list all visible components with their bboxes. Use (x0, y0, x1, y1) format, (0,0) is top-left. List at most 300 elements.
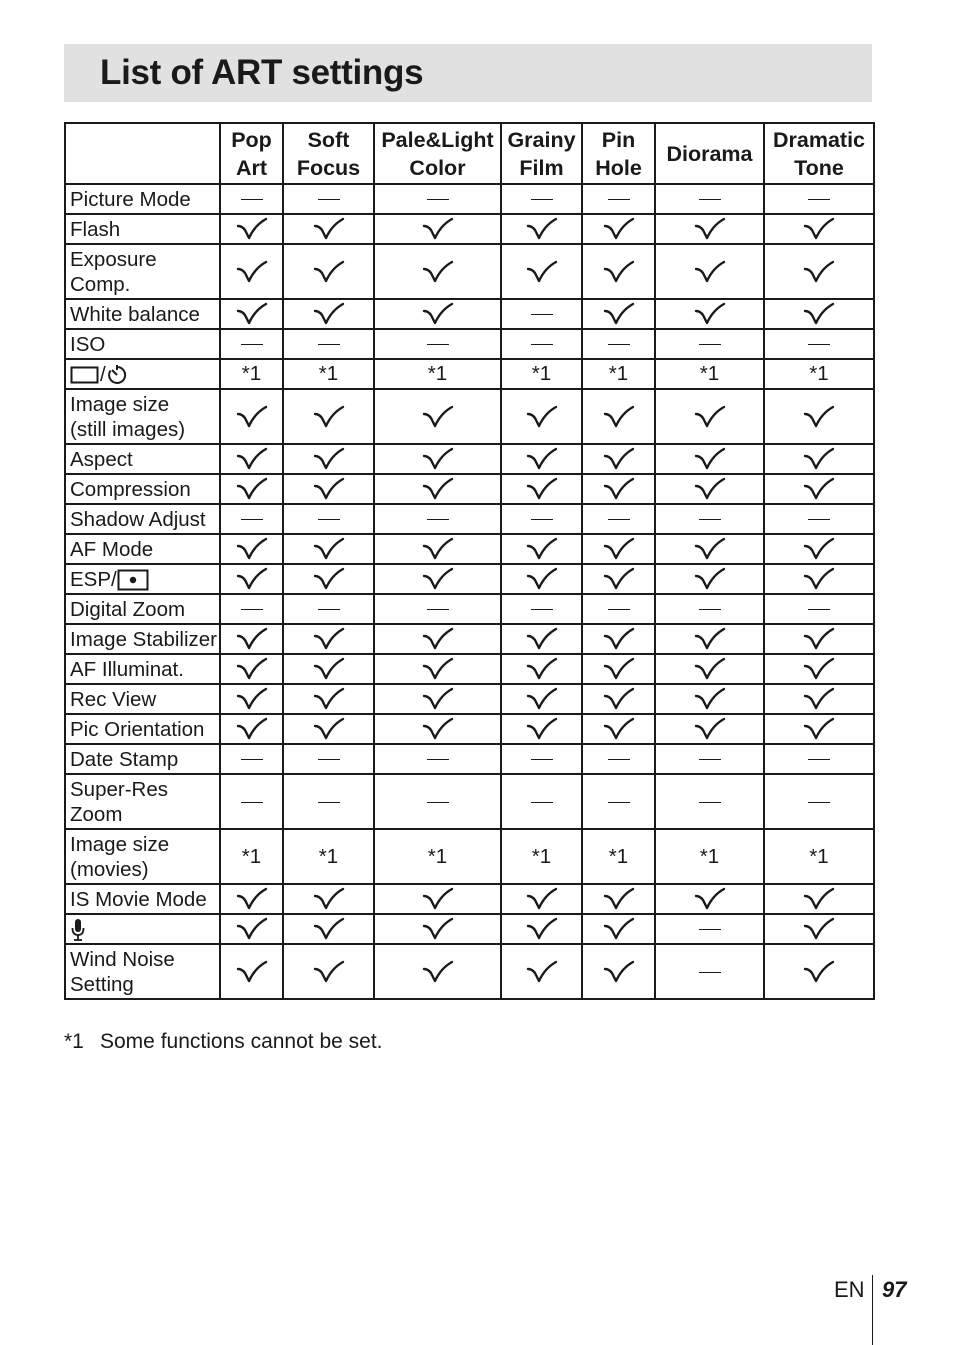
value-cell (501, 504, 582, 534)
row-label-text: IS Movie Mode (70, 887, 207, 911)
value-cell (764, 244, 874, 299)
not-available-dash (318, 519, 340, 520)
table-row (65, 444, 874, 474)
row-label-text: Flash (70, 217, 121, 241)
checkmark-icon (803, 627, 835, 651)
value-cell (655, 534, 764, 564)
not-available-dash (531, 314, 553, 315)
value-cell (501, 624, 582, 654)
value-cell (655, 684, 764, 714)
value-cell (764, 299, 874, 329)
value-cell (220, 474, 283, 504)
value-cell (220, 184, 283, 214)
microphone-icon (70, 918, 86, 942)
value-cell (220, 914, 283, 944)
column-header (283, 123, 374, 184)
checkmark-icon (694, 657, 726, 681)
table-row (65, 184, 874, 214)
value-cell (582, 624, 655, 654)
not-available-dash (531, 519, 553, 520)
row-label (65, 594, 220, 624)
not-available-dash (318, 759, 340, 760)
value-cell (655, 184, 764, 214)
not-available-dash (531, 802, 553, 803)
checkmark-icon (603, 447, 635, 471)
row-label-text: (movies) (70, 857, 149, 881)
checkmark-icon (694, 260, 726, 284)
value-cell (582, 914, 655, 944)
value-cell (283, 564, 374, 594)
checkmark-icon (526, 960, 558, 984)
checkmark-icon (694, 302, 726, 326)
value-cell (374, 944, 501, 999)
title-bar (64, 44, 872, 102)
table-row (65, 564, 874, 594)
not-available-dash (608, 759, 630, 760)
value-cell (283, 829, 374, 884)
checkmark-icon (313, 447, 345, 471)
table-body (65, 184, 874, 999)
value-cell (655, 714, 764, 744)
table-row (65, 774, 874, 829)
row-label-text: (still images) (70, 417, 186, 441)
column-header-line: Grainy (507, 127, 576, 152)
checkmark-icon (422, 447, 454, 471)
not-available-dash (427, 199, 449, 200)
not-available-dash (699, 519, 721, 520)
value-cell (501, 944, 582, 999)
not-available-dash (318, 199, 340, 200)
not-available-dash (699, 929, 721, 930)
value-cell (283, 184, 374, 214)
spot-metering-icon (117, 569, 149, 591)
value-cell (582, 359, 655, 389)
checkmark-icon (803, 217, 835, 241)
value-cell (501, 684, 582, 714)
not-available-dash (699, 802, 721, 803)
value-cell (655, 944, 764, 999)
table-row (65, 684, 874, 714)
checkmark-icon (694, 717, 726, 741)
value-cell (374, 184, 501, 214)
checkmark-icon (313, 627, 345, 651)
value-cell (283, 214, 374, 244)
value-cell (283, 684, 374, 714)
table-header-row (65, 123, 874, 184)
not-available-dash (699, 972, 721, 973)
checkmark-icon (603, 405, 635, 429)
row-label-text: Compression (70, 477, 191, 501)
value-cell (764, 184, 874, 214)
row-label (65, 829, 220, 884)
footnote-ref: *1 (699, 362, 720, 385)
checkmark-icon (236, 960, 268, 984)
value-cell (501, 474, 582, 504)
checkmark-icon (422, 567, 454, 591)
checkmark-icon (422, 887, 454, 911)
value-cell (582, 444, 655, 474)
row-label (65, 389, 220, 444)
value-cell (501, 564, 582, 594)
not-available-dash (531, 609, 553, 610)
row-label-text: Digital Zoom (70, 597, 186, 621)
footer-language: EN (834, 1277, 865, 1302)
not-available-dash (808, 199, 830, 200)
row-label-text: White balance (70, 302, 200, 326)
value-cell (764, 829, 874, 884)
not-available-dash (608, 344, 630, 345)
not-available-dash (531, 344, 553, 345)
value-cell (655, 359, 764, 389)
value-cell (655, 244, 764, 299)
column-header-line: Hole (595, 155, 642, 180)
not-available-dash (318, 609, 340, 610)
row-label-text: Comp. (70, 272, 131, 296)
not-available-dash (608, 802, 630, 803)
footnote-ref: *1 (809, 362, 829, 385)
value-cell (764, 884, 874, 914)
value-cell (283, 884, 374, 914)
checkmark-icon (603, 657, 635, 681)
value-cell (764, 914, 874, 944)
checkmark-icon (313, 887, 345, 911)
value-cell (655, 774, 764, 829)
checkmark-icon (603, 260, 635, 284)
checkmark-icon (694, 627, 726, 651)
not-available-dash (608, 519, 630, 520)
row-label (65, 534, 220, 564)
checkmark-icon (694, 217, 726, 241)
checkmark-icon (603, 717, 635, 741)
checkmark-icon (803, 687, 835, 711)
checkmark-icon (803, 405, 835, 429)
checkmark-icon (526, 657, 558, 681)
value-cell (655, 444, 764, 474)
value-cell (655, 389, 764, 444)
footnote-ref: *1 (427, 844, 448, 868)
art-settings-table (64, 122, 875, 1000)
checkmark-icon (313, 405, 345, 429)
value-cell (220, 594, 283, 624)
value-cell (501, 389, 582, 444)
checkmark-icon (313, 537, 345, 561)
table-row (65, 594, 874, 624)
row-label-text: Rec View (70, 687, 157, 711)
table-row (65, 944, 874, 999)
value-cell (582, 684, 655, 714)
value-cell (220, 714, 283, 744)
footnote-ref: *1 (809, 844, 829, 868)
value-cell (283, 299, 374, 329)
footnote-ref: *1 (241, 844, 262, 868)
value-cell (374, 299, 501, 329)
not-available-dash (808, 344, 830, 345)
row-label (65, 774, 220, 829)
value-cell (582, 329, 655, 359)
column-header-line: Diorama (666, 141, 753, 166)
value-cell (374, 594, 501, 624)
value-cell (283, 944, 374, 999)
value-cell (655, 624, 764, 654)
not-available-dash (318, 344, 340, 345)
value-cell (283, 774, 374, 829)
value-cell (764, 504, 874, 534)
checkmark-icon (236, 917, 268, 941)
value-cell (374, 884, 501, 914)
value-cell (655, 474, 764, 504)
page-title: List of ART settings (100, 53, 424, 92)
value-cell (374, 714, 501, 744)
checkmark-icon (526, 627, 558, 651)
row-label-text: ESP/ (70, 567, 117, 591)
footnote-ref: *1 (531, 844, 552, 868)
value-cell (582, 184, 655, 214)
row-label (65, 444, 220, 474)
row-label (65, 684, 220, 714)
not-available-dash (808, 609, 830, 610)
row-label-text: Super-Res (70, 777, 168, 801)
table-row (65, 829, 874, 884)
checkmark-icon (313, 477, 345, 501)
row-label (65, 474, 220, 504)
value-cell (220, 244, 283, 299)
checkmark-icon (526, 687, 558, 711)
value-cell (501, 444, 582, 474)
value-cell (655, 214, 764, 244)
value-cell (283, 654, 374, 684)
value-cell (374, 684, 501, 714)
checkmark-icon (526, 567, 558, 591)
page-number: 97 (882, 1277, 907, 1302)
row-label-text: Zoom (70, 802, 123, 826)
row-label-text: AF Mode (70, 537, 154, 561)
value-cell (582, 774, 655, 829)
value-cell (764, 714, 874, 744)
value-cell (655, 914, 764, 944)
value-cell (501, 884, 582, 914)
value-cell (283, 914, 374, 944)
checkmark-icon (694, 447, 726, 471)
value-cell (655, 594, 764, 624)
value-cell (501, 299, 582, 329)
column-header (582, 123, 655, 184)
column-header-line: Pin (601, 127, 636, 152)
not-available-dash (608, 609, 630, 610)
value-cell (655, 299, 764, 329)
footnote-mark: *1 (64, 1030, 84, 1053)
checkmark-icon (236, 405, 268, 429)
value-cell (764, 389, 874, 444)
value-cell (582, 944, 655, 999)
value-cell (374, 444, 501, 474)
checkmark-icon (694, 405, 726, 429)
single-frame-icon (70, 365, 100, 385)
value-cell (283, 474, 374, 504)
value-cell (764, 654, 874, 684)
not-available-dash (318, 802, 340, 803)
value-cell (220, 299, 283, 329)
checkmark-icon (803, 960, 835, 984)
value-cell (501, 714, 582, 744)
column-header (764, 123, 874, 184)
checkmark-icon (603, 217, 635, 241)
footnote-text: Some functions cannot be set. (100, 1030, 383, 1053)
value-cell (764, 474, 874, 504)
table-row (65, 359, 874, 389)
value-cell (764, 744, 874, 774)
not-available-dash (427, 344, 449, 345)
checkmark-icon (803, 917, 835, 941)
value-cell (582, 714, 655, 744)
value-cell (374, 914, 501, 944)
value-cell (220, 534, 283, 564)
table-row (65, 914, 874, 944)
value-cell (283, 444, 374, 474)
column-header (501, 123, 582, 184)
checkmark-icon (313, 567, 345, 591)
value-cell (764, 944, 874, 999)
checkmark-icon (803, 657, 835, 681)
value-cell (764, 359, 874, 389)
checkmark-icon (422, 657, 454, 681)
checkmark-icon (803, 477, 835, 501)
row-label (65, 504, 220, 534)
checkmark-icon (603, 917, 635, 941)
checkmark-icon (694, 567, 726, 591)
value-cell (220, 389, 283, 444)
column-header-line: Dramatic (772, 127, 865, 152)
table-row (65, 504, 874, 534)
table-row (65, 389, 874, 444)
not-available-dash (241, 759, 263, 760)
table-row (65, 624, 874, 654)
column-header-line: Color (409, 155, 466, 180)
value-cell (220, 774, 283, 829)
checkmark-icon (236, 687, 268, 711)
value-cell (283, 244, 374, 299)
checkmark-icon (526, 917, 558, 941)
row-label-text: Shadow Adjust (70, 507, 206, 531)
checkmark-icon (694, 687, 726, 711)
row-label-text: Pic Orientation (70, 717, 205, 741)
checkmark-icon (803, 302, 835, 326)
checkmark-icon (313, 260, 345, 284)
checkmark-icon (236, 717, 268, 741)
value-cell (374, 564, 501, 594)
checkmark-icon (422, 405, 454, 429)
table-row (65, 744, 874, 774)
not-available-dash (531, 199, 553, 200)
checkmark-icon (236, 260, 268, 284)
footnote-ref: *1 (699, 844, 720, 868)
value-cell (220, 624, 283, 654)
value-cell (374, 774, 501, 829)
not-available-dash (427, 802, 449, 803)
value-cell (374, 504, 501, 534)
value-cell (220, 359, 283, 389)
checkmark-icon (694, 887, 726, 911)
value-cell (764, 214, 874, 244)
value-cell (374, 329, 501, 359)
value-cell (374, 829, 501, 884)
row-label (65, 914, 220, 944)
row-label (65, 944, 220, 999)
value-cell (582, 474, 655, 504)
value-cell (582, 654, 655, 684)
row-label (65, 654, 220, 684)
table-row (65, 534, 874, 564)
value-cell (374, 244, 501, 299)
row-label-text: Exposure (70, 247, 157, 271)
checkmark-icon (603, 687, 635, 711)
footnote-ref: *1 (608, 362, 629, 385)
not-available-dash (699, 609, 721, 610)
column-header-line: Focus (296, 155, 361, 180)
row-label-text: Image Stabilizer (70, 627, 217, 651)
checkmark-icon (236, 887, 268, 911)
value-cell (501, 914, 582, 944)
checkmark-icon (236, 217, 268, 241)
corner-cell (65, 123, 220, 184)
value-cell (283, 594, 374, 624)
value-cell (374, 474, 501, 504)
value-cell (220, 329, 283, 359)
value-cell (374, 744, 501, 774)
value-cell (220, 444, 283, 474)
value-cell (582, 504, 655, 534)
checkmark-icon (236, 627, 268, 651)
row-label-text: AF Illuminat. (70, 657, 184, 681)
row-label (65, 244, 220, 299)
checkmark-icon (236, 657, 268, 681)
value-cell (501, 359, 582, 389)
checkmark-icon (603, 567, 635, 591)
row-label-text: Image size (70, 832, 170, 856)
value-cell (764, 624, 874, 654)
checkmark-icon (236, 302, 268, 326)
footer-divider (872, 1275, 873, 1345)
row-label (65, 714, 220, 744)
not-available-dash (699, 199, 721, 200)
value-cell (501, 774, 582, 829)
checkmark-icon (236, 447, 268, 471)
checkmark-icon (694, 537, 726, 561)
checkmark-icon (526, 260, 558, 284)
not-available-dash (608, 199, 630, 200)
not-available-dash (699, 759, 721, 760)
checkmark-icon (603, 477, 635, 501)
value-cell (283, 359, 374, 389)
not-available-dash (241, 802, 263, 803)
value-cell (374, 389, 501, 444)
checkmark-icon (526, 217, 558, 241)
value-cell (283, 389, 374, 444)
column-header-line: Pale&Light (381, 127, 494, 152)
checkmark-icon (236, 537, 268, 561)
value-cell (655, 744, 764, 774)
value-cell (374, 359, 501, 389)
checkmark-icon (236, 567, 268, 591)
value-cell (501, 329, 582, 359)
checkmark-icon (313, 687, 345, 711)
checkmark-icon (422, 917, 454, 941)
row-label-text: Setting (70, 972, 134, 996)
not-available-dash (531, 759, 553, 760)
row-label-text: Wind Noise (70, 947, 175, 971)
row-label (65, 564, 220, 594)
footnote-ref: *1 (531, 362, 552, 385)
column-header (655, 123, 764, 184)
